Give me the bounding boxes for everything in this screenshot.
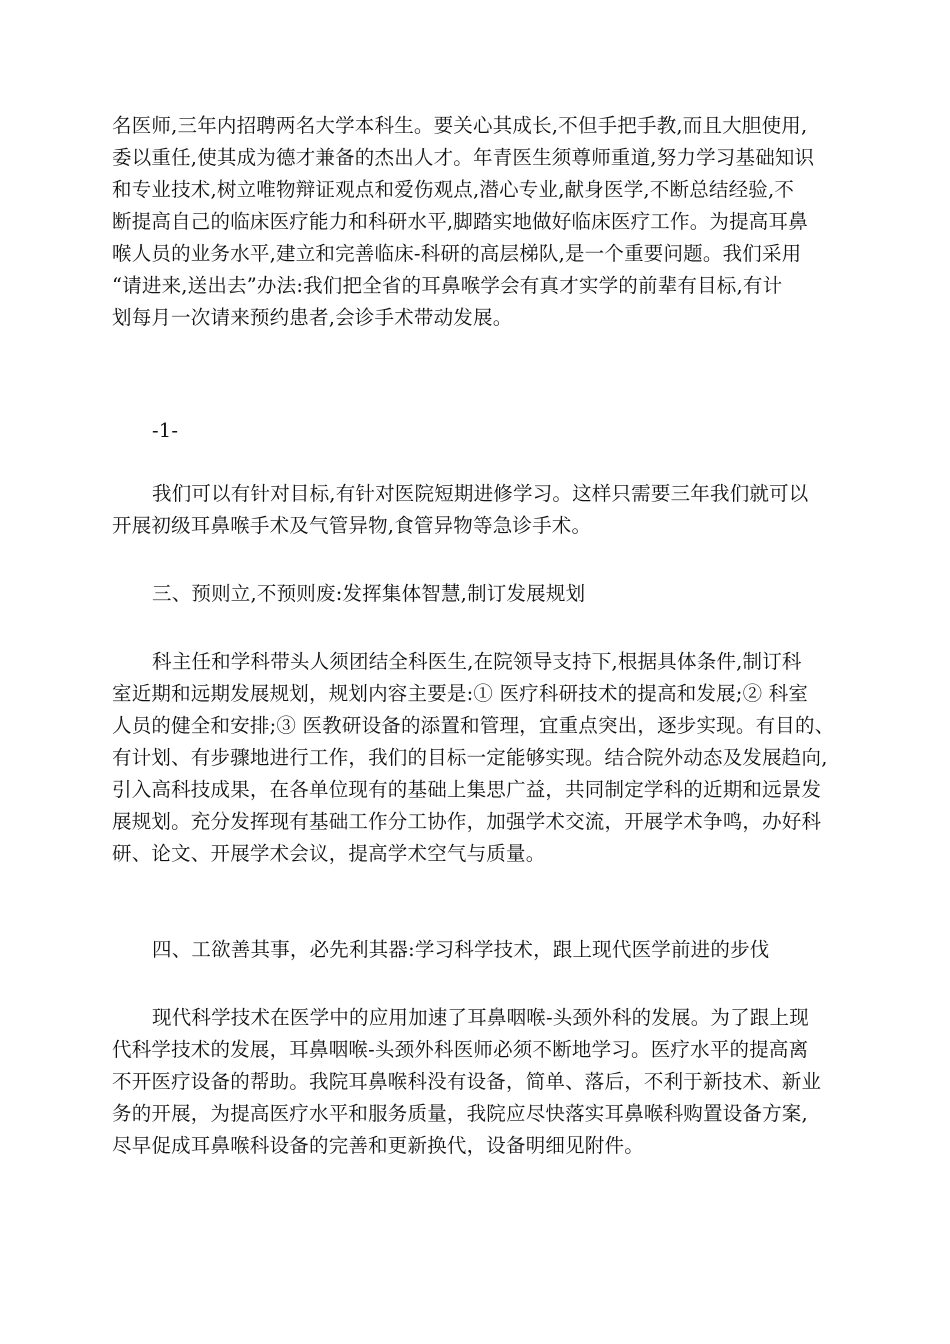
section-heading-4 <box>112 934 842 966</box>
text-line: 科主任和学科带头人须团结全科医生,在院领导支持下,根据具体条件,制订科 <box>152 650 802 673</box>
text-line: 有计划、有步骤地进行工作，我们的目标一定能够实现。结合院外动态及发展趋向, <box>112 746 828 769</box>
text-line: 断提高自己的临床医疗能力和科研水平,脚踏实地做好临床医疗工作。为提高耳鼻 <box>112 210 808 233</box>
text-line: 展规划。充分发挥现有基础工作分工协作，加强学术交流，开展学术争鸣，办好科 <box>112 810 822 833</box>
paragraph-intro-continuation <box>112 110 842 334</box>
text-line: “请进来,送出去”办法:我们把全省的耳鼻喉学会有真才实学的前辈有目标,有计 <box>112 274 783 297</box>
text-line: 我们可以有针对目标,有针对医院短期进修学习。这样只需要三年我们就可以 <box>152 482 809 505</box>
text-line: 现代科学技术在医学中的应用加速了耳鼻咽喉-头颈外科的发展。为了跟上现 <box>152 1006 809 1029</box>
page-number <box>112 415 842 447</box>
section-heading-text: 三、预则立,不预则废:发挥集体智慧,制订发展规划 <box>152 582 586 605</box>
section-heading-text: 四、工欲善其事，必先利其器:学习科学技术，跟上现代医学前进的步伐 <box>152 938 770 961</box>
text-line: 代科学技术的发展，耳鼻咽喉-头颈外科医师必须不断地学习。医疗水平的提高离 <box>112 1038 809 1061</box>
text-line: 不开医疗设备的帮助。我院耳鼻喉科没有设备，简单、落后，不利于新技术、新业 <box>112 1070 822 1093</box>
text-line: 名医师,三年内招聘两名大学本科生。要关心其成长,不但手把手教,而且大胆使用, <box>112 114 808 137</box>
text-line: 委以重任,使其成为德才兼备的杰出人才。年青医生须尊师重道,努力学习基础知识 <box>112 146 815 169</box>
paragraph-study-plan <box>112 478 842 542</box>
paragraph-development-plan <box>112 646 842 870</box>
text-line: 引入高科技成果，在各单位现有的基础上集思广益，共同制定学科的近期和远景发 <box>112 778 822 801</box>
text-line: 研、论文、开展学术会议，提高学术空气与质量。 <box>112 842 546 865</box>
section-heading-3 <box>112 578 842 610</box>
text-line: 室近期和远期发展规划，规划内容主要是:① 医疗科研技术的提高和发展;② 科室 <box>112 682 809 705</box>
page-number-text: -1- <box>152 419 179 442</box>
text-line: 划每月一次请来预约患者,会诊手术带动发展。 <box>112 306 513 329</box>
text-line: 喉人员的业务水平,建立和完善临床-科研的高层梯队,是一个重要问题。我们采用 <box>112 242 802 265</box>
paragraph-technology <box>112 1002 842 1162</box>
text-line: 开展初级耳鼻喉手术及气管异物,食管异物等急诊手术。 <box>112 514 592 537</box>
text-line: 务的开展，为提高医疗水平和服务质量，我院应尽快落实耳鼻喉科购置设备方案, <box>112 1102 808 1125</box>
text-line: 尽早促成耳鼻喉科设备的完善和更新换代，设备明细见附件。 <box>112 1134 644 1157</box>
text-line: 人员的健全和安排;③ 医教研设备的添置和管理，宜重点突出，逐步实现。有目的、 <box>112 714 835 737</box>
text-line: 和专业技术,树立唯物辩证观点和爱伤观点,潜心专业,献身医学,不断总结经验,不 <box>112 178 795 201</box>
